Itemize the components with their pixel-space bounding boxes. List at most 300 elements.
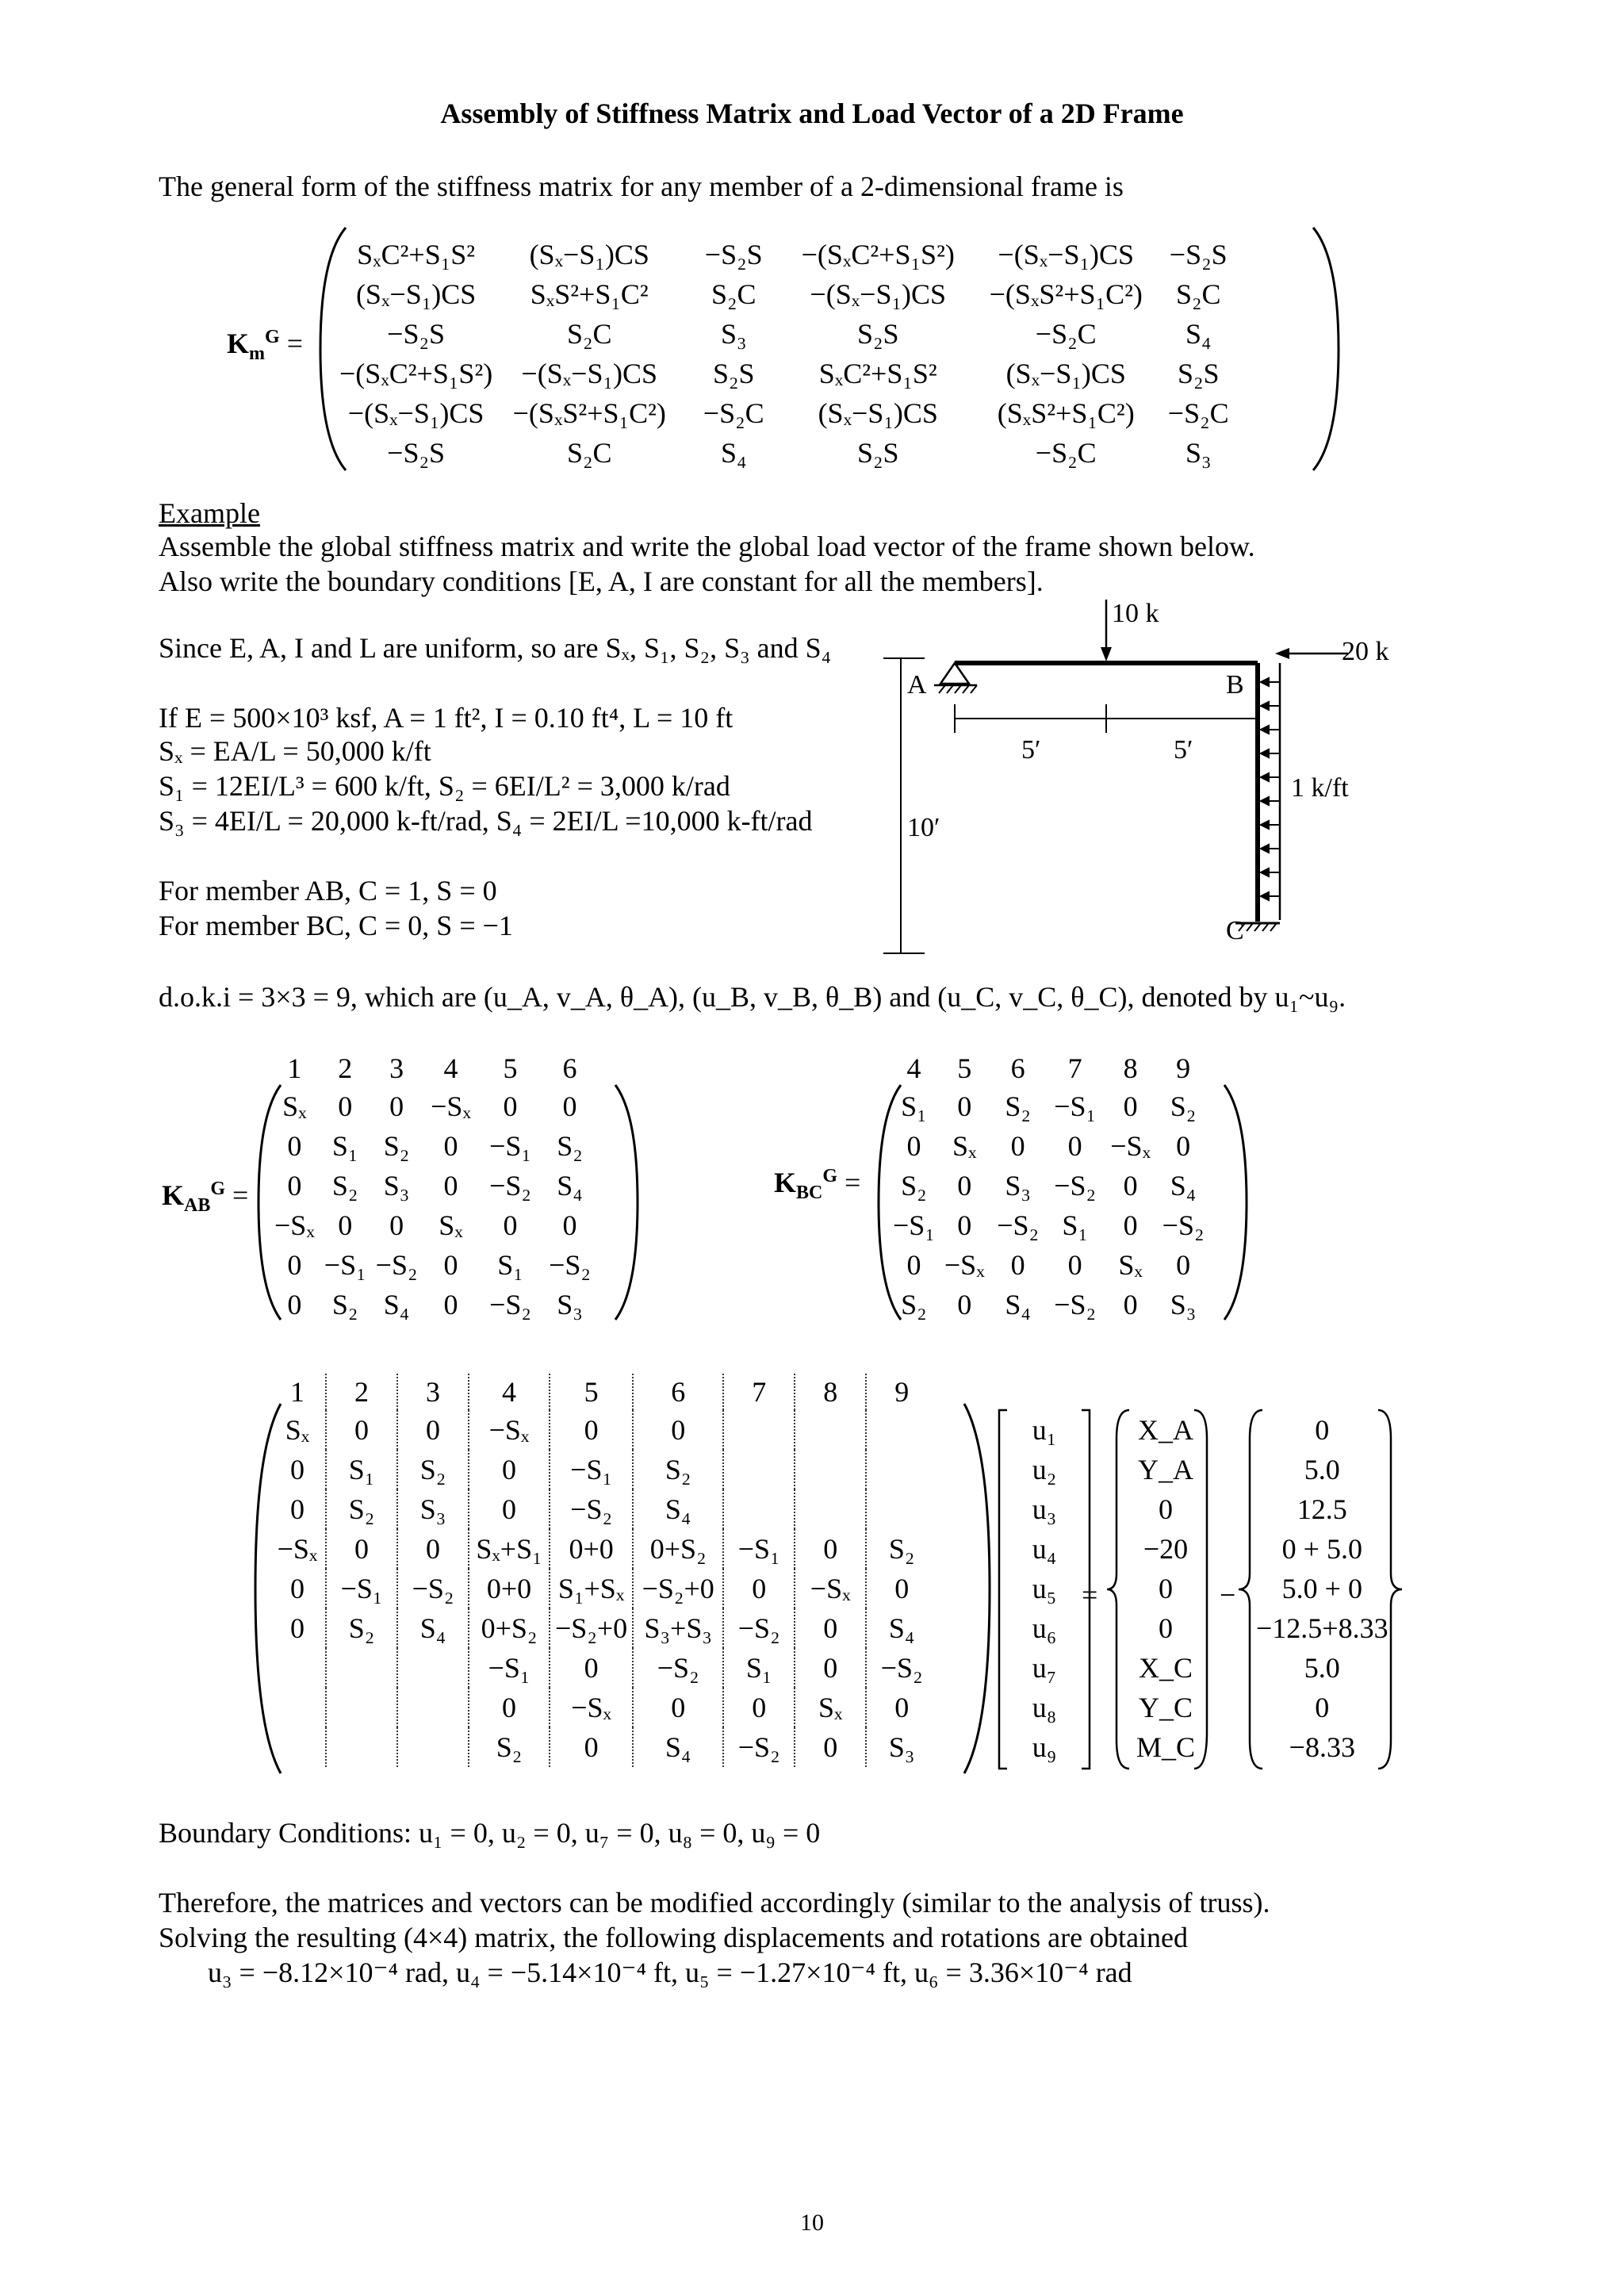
vector-entry: u₁ [1032,1414,1057,1446]
matrix-cell: S₁ [901,1091,927,1122]
matrix-cell: S₁ [326,1450,397,1489]
matrix-row [335,314,1235,354]
matrix-cell: 0 [723,1688,795,1727]
matrix-cell: S₃ [383,1170,410,1202]
matrix-row [270,1648,936,1688]
matrix-column-header: 7 [723,1374,795,1410]
matrix-cell: S₂S [856,437,899,469]
matrix-cell: 0 [443,1130,458,1162]
matrix-cell [270,1648,326,1688]
vector-entry: u₇ [1032,1652,1057,1684]
matrix-cell: S₂S [856,318,899,350]
matrix-row [335,235,1235,274]
matrix-cell: −S₂S [387,318,446,350]
member-bc-text: For member BC, C = 0, S = −1 [159,910,513,941]
km-label: $K_m^G$ = [227,327,303,365]
matrix-column-header: 5 [503,1052,518,1084]
matrix-cell: S₂ [866,1529,936,1569]
matrix-cell: S₄ [1170,1170,1197,1202]
vector-entry: X_C [1138,1652,1193,1684]
matrix-cell: S₂C [566,437,612,469]
matrix-cell: 0 [290,1612,304,1644]
vector-entry: Y_A [1138,1454,1193,1485]
frame-diagram [872,595,1411,976]
kab-right-bracket [612,1083,641,1321]
member-ab-text: For member AB, C = 1, S = 0 [159,875,497,907]
vector-entry: 5.0 [1304,1454,1340,1485]
distributed-load-label: 1 k/ft [1291,773,1349,803]
matrix-cell: S₂ [326,1489,397,1529]
matrix-column-header: 4 [906,1052,921,1084]
matrix-cell: −S₂ [633,1648,723,1688]
matrix-cell: −Sₓ [274,1209,315,1241]
matrix-cell: S₂ [383,1130,410,1162]
matrix-cell: 0+0 [550,1529,633,1569]
matrix-cell: −Sₓ [795,1569,866,1608]
matrix-cell: 0 [326,1410,397,1450]
matrix-column-header: 3 [397,1374,469,1410]
matrix-cell: −S₁ [326,1569,397,1608]
matrix-cell: S₄ [633,1489,723,1529]
matrix-cell: 0 [469,1489,550,1529]
matrix-cell: S₂ [331,1170,358,1202]
matrix-row [270,1688,936,1727]
matrix-cell: S₂ [1170,1091,1197,1122]
matrix-row [270,1529,936,1569]
matrix-cell: 0 [633,1688,723,1727]
matrix-cell: S₄ [866,1608,936,1648]
matrix-cell: S₃ [866,1727,936,1767]
assembled-equals: = [1082,1579,1098,1611]
matrix-cell: S₄ [633,1727,723,1767]
matrix-cell: S₁ [497,1249,523,1281]
matrix-cell: 0 [469,1688,550,1727]
matrix-cell: −(Sₓ−S₁)CS [347,397,485,429]
matrix-cell: S₂ [397,1450,469,1489]
matrix-cell: 0 [1176,1130,1191,1162]
matrix-row [888,1205,1209,1245]
properties-text: If E = 500×10³ ksf, A = 1 ft², I = 0.10 ft⁴, L = 10 ft [159,702,733,734]
vector-entry: 0 [1315,1692,1330,1723]
matrix-row [888,1245,1209,1285]
s1-s2-text: S₁ = 12EI/L³ = 600 k/ft, S₂ = 6EI/L² = 3,000 k/rad [159,770,730,802]
matrix-cell: S₃ [397,1489,469,1529]
matrix-cell: −(SₓC²+S₁S²) [801,239,955,270]
matrix-cell: 0+S₂ [469,1608,550,1648]
matrix-cell: −S₂ [375,1249,418,1281]
matrix-cell: 0 [503,1091,518,1122]
matrix-cell: −S₂ [997,1209,1040,1241]
matrix-column-header: 1 [290,1376,304,1408]
matrix-cell: 0 [562,1091,577,1122]
matrix-cell: S₃ [720,318,747,350]
matrix-cell: (SₓS²+S₁C²) [997,397,1135,429]
matrix-cell [326,1688,397,1727]
therefore-text: Therefore, the matrices and vectors can be modified accordingly (similar to the analysis of truss). [159,1887,1270,1918]
matrix-cell: 0 [1010,1249,1025,1281]
matrix-row [270,1450,936,1489]
matrix-row [270,1087,599,1126]
matrix-row [888,1166,1209,1205]
matrix-row [270,1245,599,1285]
matrix-cell: S₄ [1005,1289,1031,1320]
matrix-row [270,1166,599,1205]
example-heading: Example [159,497,260,529]
matrix-cell: 0 [795,1727,866,1767]
matrix-cell: 0 [550,1727,633,1767]
matrix-row [270,1489,936,1529]
boundary-conditions: Boundary Conditions: u₁ = 0, u₂ = 0, u₇ = 0, u₈ = 0, u₉ = 0 [159,1817,821,1849]
matrix-row [270,1126,599,1166]
matrix-cell: −S₁ [324,1249,366,1281]
span1-label: 5′ [1021,735,1041,765]
sx-text: Sₓ = EA/L = 50,000 k/ft [159,735,431,767]
vector-entry: 5.0 + 0 [1281,1573,1362,1604]
matrix-cell: 0 [633,1410,723,1450]
vector-entry: 5.0 [1304,1652,1340,1684]
matrix-cell: 0 [397,1410,469,1450]
matrix-cell: Sₓ [1118,1249,1143,1281]
matrix-cell: SₓC²+S₁S² [818,358,937,389]
matrix-cell: 0 [287,1289,302,1320]
matrix-cell: 0+S₂ [633,1529,723,1569]
matrix-cell [795,1489,866,1529]
vector-entry: u₉ [1032,1731,1057,1763]
matrix-cell: S₃+S₃ [633,1608,723,1648]
matrix-column-header: 3 [389,1052,404,1084]
matrix-cell [866,1489,936,1529]
matrix-cell: −S₂ [549,1249,591,1281]
page-number: 10 [800,2210,824,2236]
vector-entry: u₃ [1032,1493,1057,1525]
matrix-cell: S₄ [720,437,747,469]
vector-entry: Y_C [1138,1692,1193,1723]
vector-entry: −8.33 [1289,1731,1355,1763]
matrix-cell: −Sₓ [550,1688,633,1727]
matrix-cell: S₃ [1005,1170,1031,1202]
matrix-cell: S₂ [1005,1091,1031,1122]
matrix-cell: 0 [957,1170,972,1202]
matrix-column-header: 8 [1123,1052,1138,1084]
matrix-column-header: 5 [957,1052,972,1084]
matrix-row [270,1608,936,1648]
matrix-column-header: 7 [1067,1052,1082,1084]
load-10k-label: 10 k [1112,599,1159,628]
matrix-column-header: 5 [550,1374,633,1410]
matrix-cell: −(SₓS²+S₁C²) [512,397,666,429]
matrix-cell: −S₂ [723,1727,795,1767]
matrix-cell [723,1489,795,1529]
matrix-cell [866,1450,936,1489]
matrix-cell: −S₂C [703,397,764,429]
matrix-cell: −S₂C [1167,397,1229,429]
matrix-cell: 0 [957,1209,972,1241]
matrix-cell: S₂ [633,1450,723,1489]
matrix-cell: 0 [550,1410,633,1450]
matrix-cell: (Sₓ−S₁)CS [1005,358,1126,389]
matrix-cell [270,1727,326,1767]
matrix-cell: S₃ [1185,437,1212,469]
matrix-cell: 0+0 [469,1569,550,1608]
matrix-cell: 0 [287,1170,302,1202]
node-b-label: B [1226,670,1244,700]
matrix-cell: 0 [469,1450,550,1489]
matrix-cell: −S₂C [1035,437,1097,469]
matrix-cell: −S₁ [489,1130,531,1162]
matrix-cell [397,1688,469,1727]
matrix-cell [795,1410,866,1450]
matrix-cell: (Sₓ−S₁)CS [818,397,938,429]
matrix-cell: S₂C [566,318,612,350]
matrix-cell: 0 [866,1569,936,1608]
assembled-stiffness-matrix [270,1374,936,1767]
example-line1: Assemble the global stiffness matrix and write the global load vector of the frame shown below. [159,531,1255,562]
vector-entry: 0 + 5.0 [1281,1533,1362,1565]
matrix-cell: 0 [1067,1249,1082,1281]
matrix-cell: 0 [287,1249,302,1281]
vector-entry: −20 [1143,1533,1189,1565]
matrix-row [888,1087,1209,1126]
matrix-cell: S₁ [331,1130,358,1162]
matrix-cell: −S₁ [469,1648,550,1688]
matrix-row [888,1285,1209,1324]
kbc-label: $K_{BC}^G$ = [774,1166,861,1204]
matrix-cell: 0 [326,1529,397,1569]
matrix-cell: −S₂ [489,1170,531,1202]
matrix-cell: S₂ [901,1289,927,1320]
matrix-cell: S₄ [1185,318,1212,350]
matrix-row [270,1285,599,1324]
general-stiffness-matrix [335,235,1235,473]
intro-text: The general form of the stiffness matrix for any member of a 2-dimensional frame is [159,171,1124,202]
matrix-cell: S₃ [1170,1289,1197,1320]
matrix-cell: Sₓ [795,1688,866,1727]
matrix-cell: S₂S [712,358,755,389]
matrix-cell: 0 [1123,1091,1138,1122]
matrix-cell: 0 [443,1249,458,1281]
matrix-cell [326,1648,397,1688]
matrix-cell: −S₂S [1169,239,1228,270]
matrix-cell [326,1727,397,1767]
matrix-cell: S₃ [557,1289,583,1320]
matrix-cell [723,1450,795,1489]
matrix-cell: 0 [1123,1289,1138,1320]
matrix-cell: −S₂ [550,1489,633,1529]
matrix-cell: S₂ [557,1130,583,1162]
matrix-row [335,433,1235,473]
matrix-cell: Sₓ [282,1091,307,1122]
matrix-cell: S₁ [723,1648,795,1688]
matrix-cell: −(Sₓ−S₁)CS [810,278,947,310]
matrix-cell: −S₂ [489,1289,531,1320]
matrix-cell: −S₂S [387,437,446,469]
vector-entry: −12.5+8.33 [1256,1612,1388,1644]
matrix-cell: S₂ [326,1608,397,1648]
matrix-cell: S₁ [1062,1209,1088,1241]
matrix-cell: Sₓ [952,1130,977,1162]
matrix-cell: −S₂ [397,1569,469,1608]
page-title: Assembly of Stiffness Matrix and Load Vector of a 2D Frame [440,98,1184,129]
matrix-cell: S₄ [383,1289,410,1320]
matrix-row [270,1569,936,1608]
kab-label: $K_{AB}^G$ = [162,1179,249,1217]
matrix-cell: S₂C [1175,278,1221,310]
matrix-cell: Sₓ+S₁ [469,1529,550,1569]
matrix-cell [397,1727,469,1767]
vector-entry: 12.5 [1297,1493,1347,1525]
matrix-row [270,1410,936,1450]
matrix-cell: −Sₓ [1110,1130,1151,1162]
matrix-cell: 0 [1123,1170,1138,1202]
vector-entry: M_C [1136,1731,1196,1763]
matrix-column-header: 4 [443,1052,458,1084]
fixed-end-force-vector [1251,1410,1393,1767]
matrix-row [335,274,1235,314]
matrix-column-header: 6 [562,1052,577,1084]
matrix-column-header: 9 [1176,1052,1191,1084]
matrix-cell: −S₁ [550,1450,633,1489]
matrix-cell: S₁+Sₓ [550,1569,633,1608]
matrix-cell: 0 [866,1688,936,1727]
matrix-cell: −S₂ [866,1648,936,1688]
matrix-cell: −(Sₓ−S₁)CS [521,358,658,389]
matrix-cell: SₓC²+S₁S² [357,239,476,270]
matrix-cell: 0 [1123,1209,1138,1241]
assembled-right-bracket [961,1402,993,1775]
kab-matrix [270,1050,599,1324]
matrix-cell: 0 [795,1529,866,1569]
matrix-cell: 0 [1067,1130,1082,1162]
matrix-cell: S₂C [710,278,756,310]
matrix-cell: 0 [1176,1249,1191,1281]
matrix-cell: 0 [290,1454,304,1485]
vector-entry: u₄ [1032,1533,1057,1565]
matrix-column-header: 6 [1010,1052,1025,1084]
matrix-cell: −S₂S [704,239,763,270]
matrix-cell: 0 [397,1529,469,1569]
matrix-cell: 0 [443,1289,458,1320]
matrix-cell: 0 [503,1209,518,1241]
vector-entry: 0 [1315,1414,1330,1446]
matrix-cell: (Sₓ−S₁)CS [529,239,649,270]
matrix-column-header: 2 [326,1374,397,1410]
matrix-cell: −S₂+0 [550,1608,633,1648]
matrix-cell: 0 [906,1130,921,1162]
matrix-cell [270,1688,326,1727]
vector-entry: 0 [1159,1573,1173,1604]
vector-entry: u₈ [1032,1692,1057,1723]
matrix-cell: −S₂ [1054,1170,1097,1202]
matrix-cell [866,1410,936,1450]
matrix-cell: 0 [957,1289,972,1320]
matrix-cell: −(SₓS²+S₁C²) [989,278,1143,310]
matrix-cell: −S₂+0 [633,1569,723,1608]
matrix-cell: −(SₓC²+S₁S²) [339,358,493,389]
matrix-column-header: 2 [338,1052,353,1084]
matrix-cell: S₂S [1177,358,1220,389]
matrix-cell: 0 [287,1130,302,1162]
matrix-cell: 0 [389,1091,404,1122]
matrix-cell: −Sₓ [469,1410,550,1450]
matrix-cell: S₂ [901,1170,927,1202]
matrix-cell [795,1450,866,1489]
vector-entry: u₂ [1032,1454,1057,1485]
matrix-cell: 0 [389,1209,404,1241]
vector-entry: 0 [1159,1493,1173,1525]
matrix-cell: (Sₓ−S₁)CS [355,278,477,310]
matrix-row [335,354,1235,393]
matrix-cell: −S₂ [723,1608,795,1648]
matrix-row [270,1205,599,1245]
results-text: u₃ = −8.12×10⁻⁴ rad, u₄ = −5.14×10⁻⁴ ft, u₅ = −1.27×10⁻⁴ ft, u₆ = 3.36×10⁻⁴ rad [208,1957,1132,1988]
matrix-column-header: 4 [469,1374,550,1410]
matrix-row [335,393,1235,433]
matrix-cell: 0 [562,1209,577,1241]
vector-entry: X_A [1138,1414,1193,1446]
matrix-cell: −S₁ [723,1529,795,1569]
matrix-cell: Sₓ [285,1414,310,1446]
matrix-cell: 0 [290,1493,304,1525]
vector-entry: u₅ [1032,1573,1057,1604]
matrix-row [888,1126,1209,1166]
matrix-cell: Sₓ [439,1209,463,1241]
matrix-cell: −Sₓ [277,1533,318,1565]
matrix-cell [723,1410,795,1450]
vector-entry: u₆ [1032,1612,1057,1644]
matrix-cell: 0 [443,1170,458,1202]
assembled-minus: − [1220,1579,1236,1611]
matrix-cell: −S₂ [1054,1289,1097,1320]
matrix-cell: S₄ [397,1608,469,1648]
matrix-cell: −S₂C [1035,318,1097,350]
matrix-cell [397,1648,469,1688]
matrix-cell: −Sₓ [944,1249,985,1281]
matrix-cell: 0 [1010,1130,1025,1162]
kbc-matrix [888,1050,1209,1324]
matrix-cell: 0 [550,1648,633,1688]
displacement-vector [1012,1410,1077,1767]
span2-label: 5′ [1174,735,1193,765]
doki-text: d.o.k.i = 3×3 = 9, which are (u_A, v_A, θ_A), (u_B, v_B, θ_B) and (u_C, v_C, θ_C), denoted by u₁~u₉. [159,981,1346,1013]
matrix-cell: 0 [957,1091,972,1122]
matrix-cell: 0 [290,1573,304,1604]
matrix-cell: 0 [795,1648,866,1688]
matrix-cell: −Sₓ [431,1091,471,1122]
matrix-cell: −S₂ [1162,1209,1205,1241]
matrix-cell: 0 [338,1091,353,1122]
matrix-cell: 0 [723,1569,795,1608]
vector-entry: 0 [1159,1612,1173,1644]
kbc-right-bracket [1221,1083,1250,1321]
matrix-cell: −(Sₓ−S₁)CS [998,239,1135,270]
matrix-cell: −S₁ [1054,1091,1097,1122]
reaction-vector [1129,1410,1202,1767]
matrix-cell: 0 [795,1608,866,1648]
matrix-cell: S₄ [557,1170,583,1202]
matrix-cell: 0 [906,1249,921,1281]
matrix-cell: 0 [338,1209,353,1241]
matrix-column-header: 1 [287,1052,302,1084]
s3-s4-text: S₃ = 4EI/L = 20,000 k-ft/rad, S₄ = 2EI/L =10,000 k-ft/rad [159,805,813,837]
load-20k-label: 20 k [1342,637,1389,666]
matrix-row [270,1727,936,1767]
km-right-bracket [1310,226,1342,472]
matrix-cell: −S₁ [893,1209,935,1241]
node-c-label: C [1226,916,1244,945]
matrix-cell: SₓS²+S₁C² [530,278,649,310]
matrix-column-header: 8 [795,1374,866,1410]
node-a-label: A [907,670,927,700]
